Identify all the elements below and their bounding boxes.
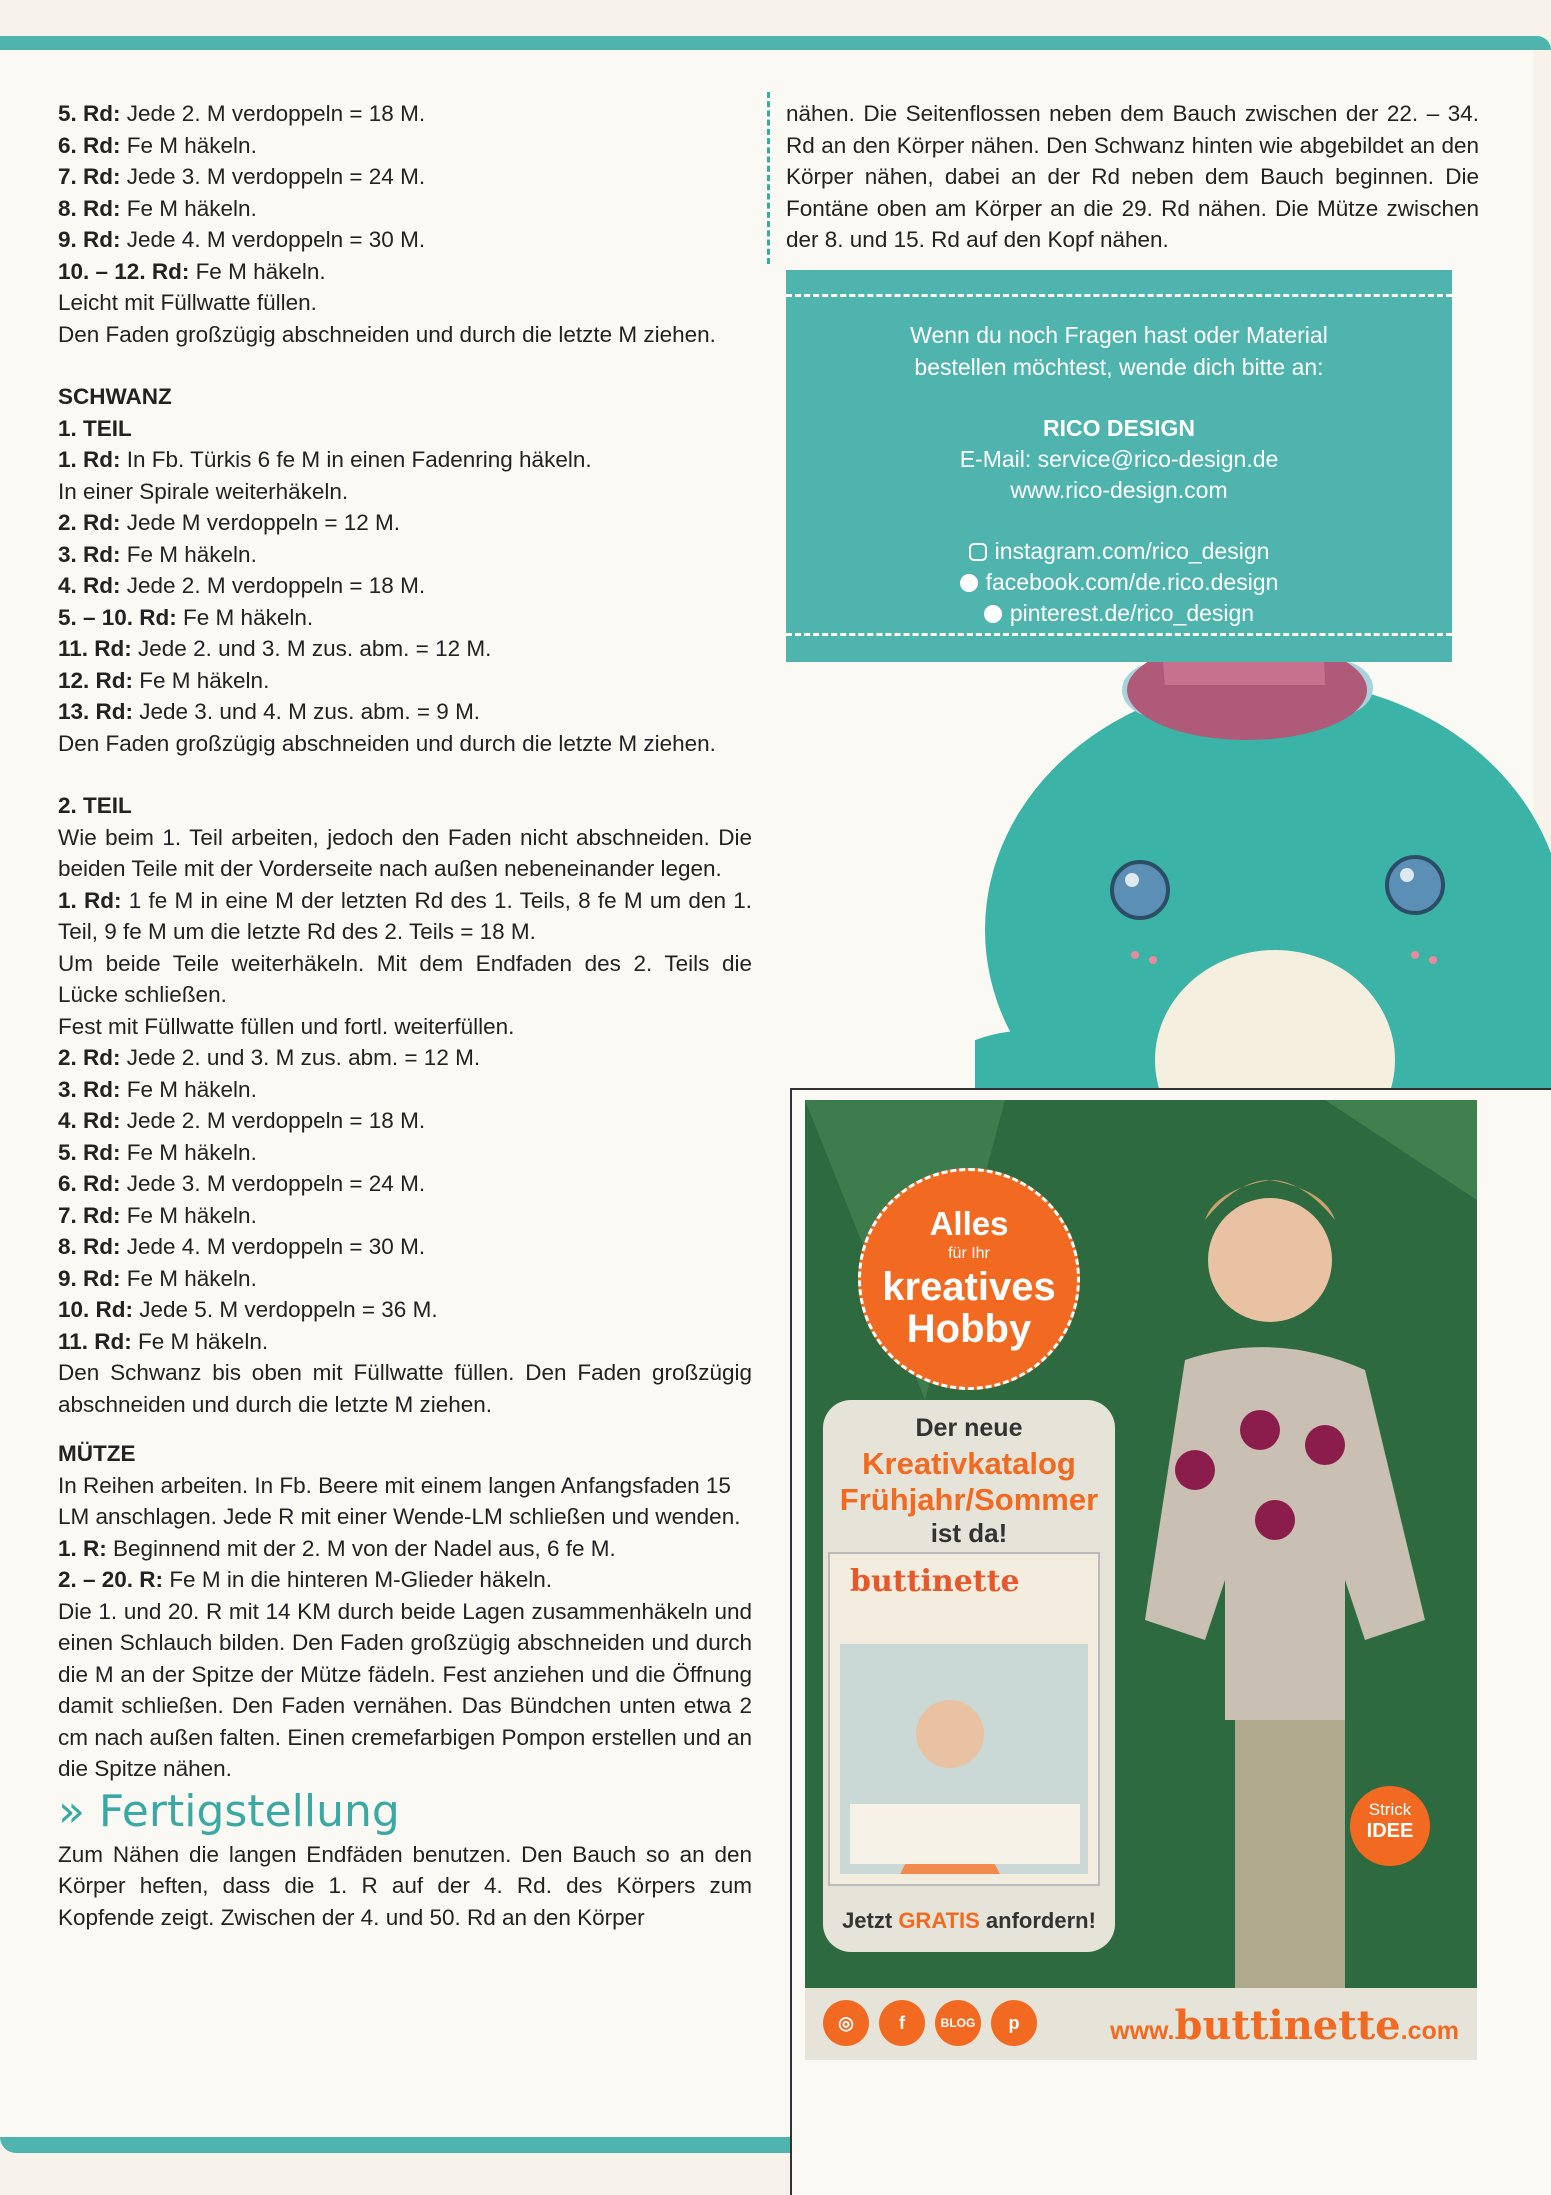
left-column [58, 98, 752, 1933]
ad-facebook-icon[interactable]: f [879, 2000, 925, 2046]
round-line: 1. Rd: In Fb. Türkis 6 fe M in einen Fadenring häkeln. [58, 447, 592, 472]
round-line: 8. Rd: Jede 4. M verdoppeln = 30 M. [58, 1234, 426, 1259]
teil2-end: Den Schwanz bis oben mit Füllwatte füllen. Den Faden großzügig abschneiden und durch die letzte M ziehen. [58, 1360, 752, 1417]
teil1-heading: 1. TEIL [58, 415, 132, 441]
info-brand: RICO DESIGN [1042, 415, 1196, 441]
info-website[interactable]: www.rico-design.com [1010, 477, 1228, 503]
pinterest-icon [984, 605, 1002, 623]
round-line: Leicht mit Füllwatte füllen. [58, 290, 317, 315]
info-dash-top [786, 294, 1452, 297]
round-line: 13. Rd: Jede 3. und 4. M zus. abm. = 9 M. [58, 699, 481, 724]
ad-website-link[interactable]: www.buttinette.com [1110, 2002, 1459, 2049]
round-line: 9. Rd: Jede 4. M verdoppeln = 30 M. [58, 227, 426, 252]
ad-face [1208, 1198, 1332, 1322]
schwanz-heading: SCHWANZ [58, 384, 172, 409]
right-column-text: nähen. Die Seitenflossen neben dem Bauch zwischen der 22. – 34. Rd an den Körper nähen. Den Schwanz hinten wie abgebildet an den Körper nähen, dabei an der Rd neben dem Bauch beginnen. Die Fontäne oben am Körper an die 29. Rd nähen. Die Mütze zwischen der 8. und 15. Rd auf den Kopf nähen. [786, 101, 1479, 252]
pinterest-link[interactable]: pinterest.de/rico_design [786, 598, 1452, 629]
ad-footer [805, 1988, 1477, 2060]
round-line: 4. Rd: Jede 2. M verdoppeln = 18 M. [58, 1108, 426, 1133]
muetze-row2: 2. – 20. R: Fe M in die hinteren M-Glieder häkeln. [58, 1567, 552, 1592]
info-dash-bottom [786, 633, 1452, 636]
round-line: 5. Rd: Jede 2. M verdoppeln = 18 M. [58, 101, 426, 126]
round-line: 4. Rd: Jede 2. M verdoppeln = 18 M. [58, 573, 426, 598]
round-line: Den Faden großzügig abschneiden und durch die letzte M ziehen. [58, 321, 716, 347]
whale-eye-left [1112, 862, 1168, 918]
round-line: In einer Spirale weiterhäkeln. [58, 478, 349, 504]
whale-eye-right [1387, 857, 1443, 913]
contact-info-box [786, 270, 1452, 662]
ad-strick-idee-badge: Strick IDEE [1350, 1786, 1430, 1866]
round-line: 6. Rd: Fe M häkeln. [58, 132, 257, 158]
teil2-mid: Um beide Teile weiterhäkeln. Mit dem Endfaden des 2. Teils die Lücke schließen. [58, 950, 752, 1007]
round-line: 5. Rd: Fe M häkeln. [58, 1139, 257, 1165]
round-line: 6. Rd: Jede 3. M verdoppeln = 24 M. [58, 1171, 426, 1196]
teil2-round1: 1. Rd: 1 fe M in eine M der letzten Rd des 1. Teils, 8 fe M um den 1. Teil, 9 fe M um die letzte Rd des 2. Teils = 18 M. [58, 887, 752, 944]
dashed-divider [767, 92, 770, 264]
muetze-end: Die 1. und 20. R mit 14 KM durch beide Lagen zusammenhäkeln und einen Schlauch bilden. Den Faden großzügig abschneiden und durch die M an der Spitze der Mütze fädeln. Fest anziehen und die Öffnung damit schließen. Den Faden vernähen. Das Bündchen unten etwa 2 cm nach außen falten. Einen cremefarbigen Pompon erstellen und an die Spitze nähen. [58, 1598, 752, 1781]
ad-blog-icon[interactable]: BLOG [935, 2000, 981, 2046]
round-line: 3. Rd: Fe M häkeln. [58, 541, 257, 567]
round-line: 3. Rd: Fe M häkeln. [58, 1076, 257, 1102]
catalog-cover-photo [830, 1554, 1098, 1884]
instagram-icon [969, 543, 987, 561]
info-email[interactable]: E-Mail: service@rico-design.de [959, 446, 1279, 472]
top-border [0, 36, 1551, 50]
round-line: 2. Rd: Jede M verdoppeln = 12 M. [58, 510, 401, 535]
info-intro: Wenn du noch Fragen hast oder Material bestellen möchtest, wende dich bitte an: [910, 322, 1328, 380]
round-line: 9. Rd: Fe M häkeln. [58, 1265, 257, 1291]
teil2-heading: 2. TEIL [58, 793, 132, 818]
facebook-icon [960, 574, 978, 592]
round-line: 10. – 12. Rd: Fe M häkeln. [58, 258, 326, 284]
round-line: 11. Rd: Fe M häkeln. [58, 1328, 269, 1354]
round-line: 2. Rd: Jede 2. und 3. M zus. abm. = 12 M. [58, 1045, 481, 1070]
muetze-row1: 1. R: Beginnend mit der 2. M von der Nadel aus, 6 fe M. [58, 1535, 616, 1561]
ad-catalog-logo: buttinette [850, 1564, 1020, 1599]
info-social-list [786, 536, 1452, 629]
muetze-heading: MÜTZE [58, 1441, 136, 1466]
teil2-intro: Wie beim 1. Teil arbeiten, jedoch den Faden nicht abschneiden. Die beiden Teile mit der Vorderseite nach außen nebeneinander legen. [58, 824, 752, 881]
ad-instagram-icon[interactable]: ◎ [823, 2000, 869, 2046]
round-line: 11. Rd: Jede 2. und 3. M zus. abm. = 12 M. [58, 636, 492, 661]
round-line: 7. Rd: Fe M häkeln. [58, 1202, 257, 1228]
ad-pinterest-icon[interactable]: p [991, 2000, 1037, 2046]
round-line: 12. Rd: Fe M häkeln. [58, 667, 270, 693]
ad-catalog-cover [828, 1552, 1100, 1886]
ad-cta[interactable]: Jetzt GRATIS anfordern! [842, 1908, 1096, 1933]
fertigstellung-text: Zum Nähen die langen Endfäden benutzen. Den Bauch so an den Körper heften, dass die 1. R auf der 4. Rd. des Körpers zum Kopfende zeigt. Zwischen der 4. und 50. Rd an den Körper [58, 1841, 752, 1930]
instagram-link[interactable]: instagram.com/rico_design [786, 536, 1452, 567]
body-rounds-list [58, 98, 752, 350]
teil1-rounds-list [58, 444, 752, 759]
round-line: 10. Rd: Jede 5. M verdoppeln = 36 M. [58, 1297, 438, 1322]
teil2-fill: Fest mit Füllwatte füllen und fortl. weiterfüllen. [58, 1013, 515, 1039]
facebook-link[interactable]: facebook.com/de.rico.design [786, 567, 1452, 598]
round-line: 7. Rd: Jede 3. M verdoppeln = 24 M. [58, 164, 426, 189]
round-line: Den Faden großzügig abschneiden und durch die letzte M ziehen. [58, 730, 716, 756]
ad-badge: Alles für Ihr kreatives Hobby [858, 1168, 1080, 1390]
round-line: 5. – 10. Rd: Fe M häkeln. [58, 604, 314, 630]
round-line: 8. Rd: Fe M häkeln. [58, 195, 257, 221]
ad-catalog-card[interactable]: Der neue Kreativkatalog Frühjahr/Sommer ist da! [823, 1400, 1115, 1952]
muetze-intro: In Reihen arbeiten. In Fb. Beere mit einem langen Anfangsfaden 15 LM anschlagen. Jede R mit einer Wende-LM schließen und wenden. [58, 1472, 741, 1529]
fertigstellung-heading: » Fertigstellung [58, 1785, 400, 1837]
teil2-rounds-list [58, 1042, 752, 1357]
